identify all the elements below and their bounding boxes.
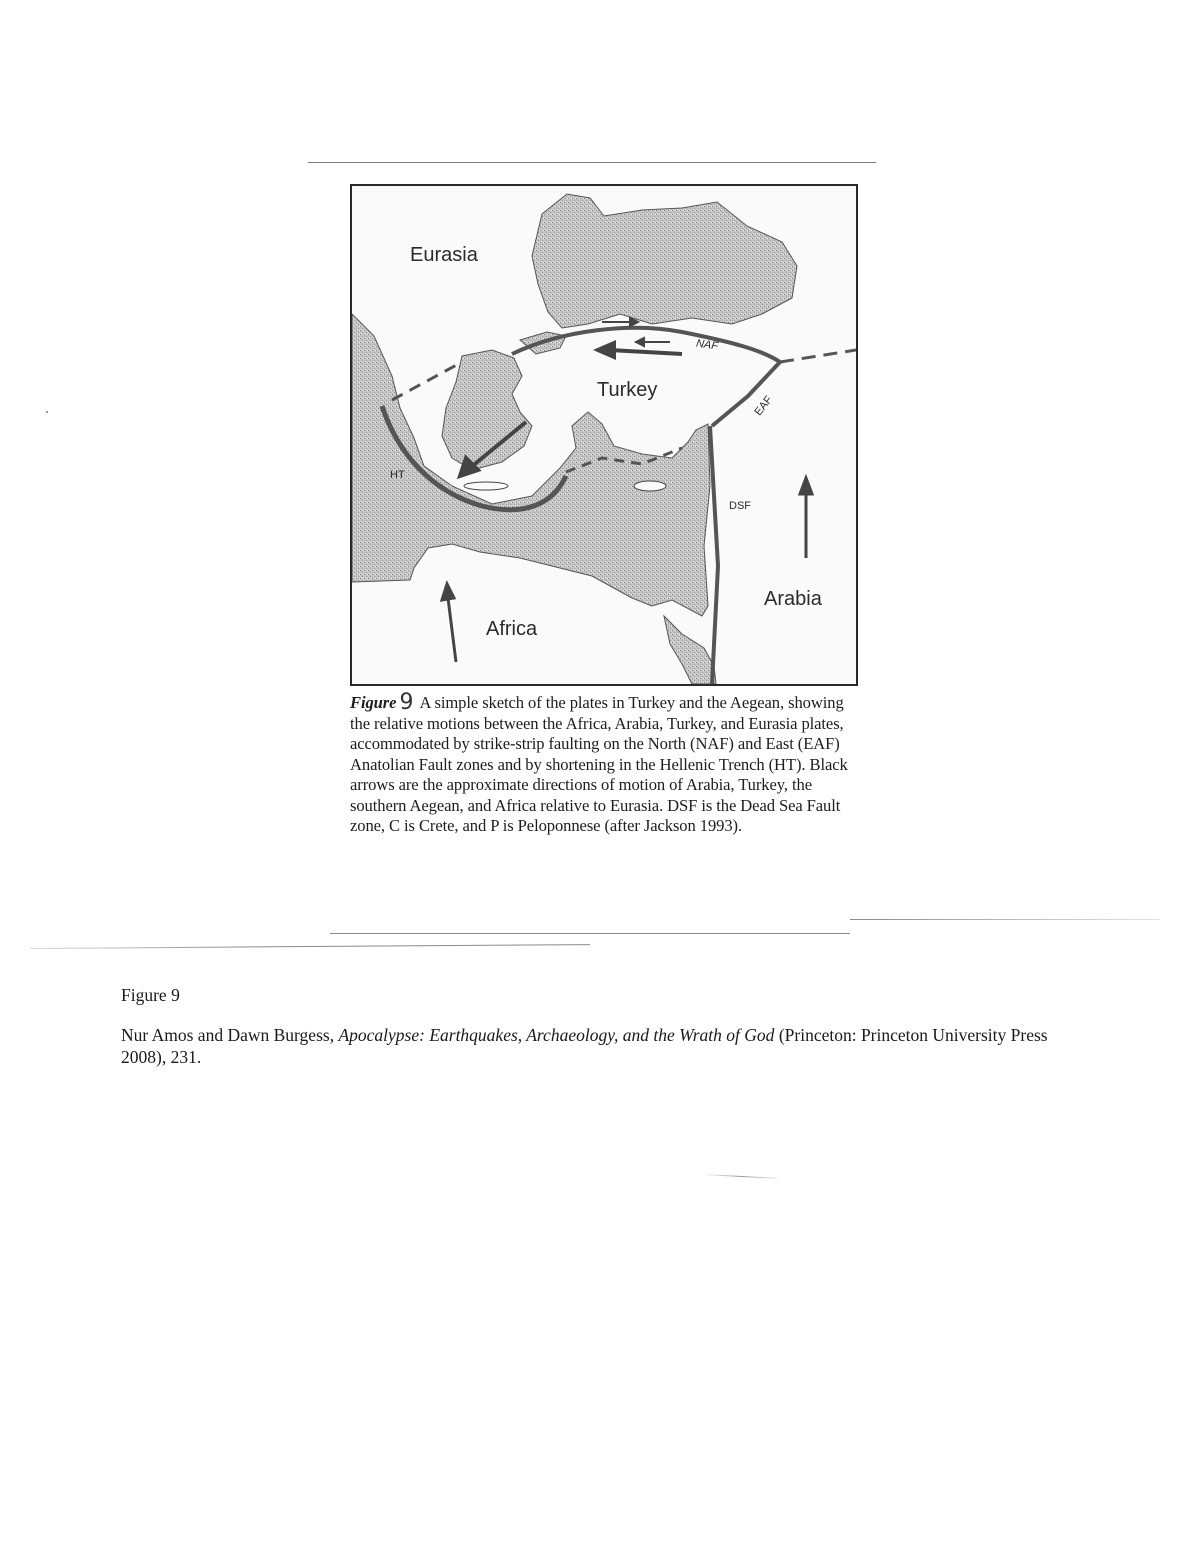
naf-extension-dashed — [780, 350, 856, 362]
tectonic-plate-map — [350, 184, 858, 686]
top-divider — [308, 162, 876, 163]
naf-label: NAF — [695, 337, 719, 353]
citation-authors: Nur Amos and Dawn Burgess, — [121, 1025, 339, 1045]
bottom-divider-middle — [330, 933, 850, 934]
citation — [121, 1024, 1081, 1068]
arabia-label: Arabia — [764, 588, 822, 610]
figure-caption — [350, 690, 860, 837]
turkey-label: Turkey — [597, 379, 658, 401]
caption-figure-word: Figure — [350, 693, 397, 712]
crete-island — [464, 482, 508, 490]
arabia-motion-arrow — [800, 478, 812, 558]
cyprus-island — [634, 481, 666, 491]
dsf-fault-line — [710, 426, 718, 684]
africa-motion-arrow — [442, 584, 456, 662]
citation-publication: (Princeton: Princeton University Press 2008), 231. — [121, 1025, 1048, 1067]
citation-title: Apocalypse: Earthquakes, Archaeology, and the Wrath of God — [338, 1025, 775, 1045]
dsf-label: DSF — [729, 500, 751, 512]
eurasia-label: Eurasia — [410, 244, 478, 266]
black-sea-shape — [532, 194, 797, 328]
red-sea-shape — [664, 616, 716, 684]
scan-speck — [46, 411, 48, 413]
bottom-divider-left — [30, 944, 590, 949]
document-figure-label: Figure 9 — [121, 985, 180, 1005]
scan-smudge — [706, 1174, 778, 1179]
bottom-divider-right — [850, 919, 1160, 920]
eaf-label: EAF — [752, 393, 776, 419]
eaf-fault-line — [712, 362, 780, 426]
africa-label: Africa — [486, 618, 538, 640]
ht-label: HT — [390, 469, 405, 481]
mediterranean-sea-shape — [352, 314, 710, 616]
caption-text: A simple sketch of the plates in Turkey and the Aegean, showing the relative motions between the Africa, Arabia, Turkey, and Eurasia plates, accommodated by strike-strip faulting on the North (NAF) and East (EAF) Anatolian Fault zones and by shortening in the Hellenic Trench (HT). Black arrows are the approximate directions of motion of Arabia, Turkey, the southern Aegean, and Africa relative to Eurasia. DSF is the Dead Sea Fault zone, C is Crete, and P is Peloponnese (after Jackson 1993). — [350, 693, 848, 835]
caption-figure-number: 9 — [399, 690, 414, 715]
